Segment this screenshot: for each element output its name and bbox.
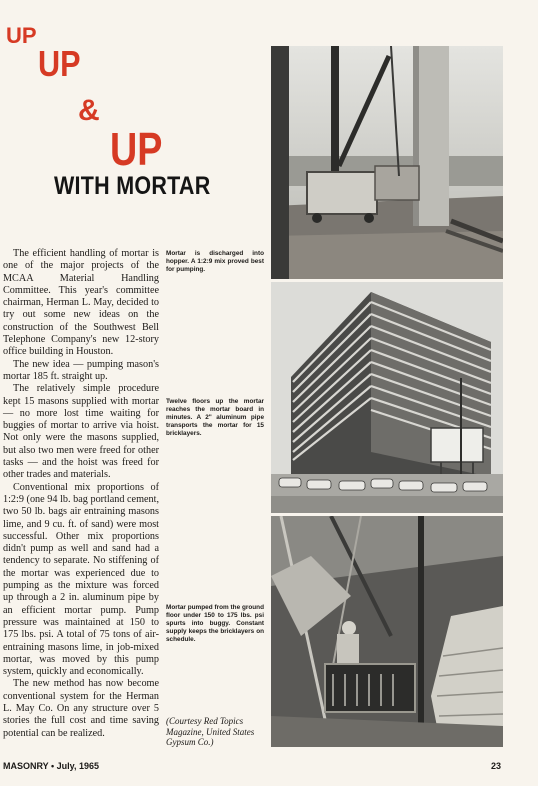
headline-up-3: UP — [110, 123, 163, 175]
headline-with-mortar: WITH MORTAR — [54, 172, 211, 200]
page-number: 23 — [491, 761, 502, 771]
photo-office-building — [271, 282, 503, 513]
photo-mortar-pump-image — [271, 516, 503, 747]
headline-ampersand: & — [78, 94, 100, 127]
photo-office-building-image — [271, 282, 503, 513]
footer-magazine-date: MASONRY • July, 1965 — [3, 761, 100, 771]
body-paragraph: The new idea — pumping mason's mortar 185 ft. straight up. — [3, 358, 159, 382]
body-paragraph: Conventional mix proportions of 1:2:9 (one 94 lb. bag portland cement, two 50 lb. bags air entraining masons lime, and 9 cu. ft. of sand) were most successful. Other mix proportions didn't pump as well and sand had a tendency to separate. No stiffening of the mortar was experienced due to pumping as the mixture was forced up through a 2 in. aluminum pipe by an efficient mortar pump. Pump pressure was maintained at 150 to 175 lbs. psi. A total of 75 tons of air-entraining masons lime, in job-mixed mortar, was moved by this pump system, quickly and economically. — [3, 481, 159, 678]
photo-mortar-hopper-image — [271, 46, 503, 279]
article-body — [3, 248, 159, 740]
caption-photo-3: Mortar pumped from the ground floor under 150 to 175 lbs. psi spurts into buggy. Constant supply keeps the bricklayers on schedule. — [166, 604, 264, 643]
caption-photo-2: Twelve floors up the mortar reaches the mortar board in minutes. A 2" aluminum pipe transports the mortar for 15 bricklayers. — [166, 398, 264, 437]
headline-up-1: UP — [6, 23, 37, 48]
headline-up-2: UP — [38, 43, 81, 84]
body-paragraph: The new method has now become conventional system for the Herman L. May Co. On any structure over 5 stories the full cost and time saving potential can be realized. — [3, 678, 159, 739]
body-paragraph: The efficient handling of mortar is one of the major projects of the MCAA Material Handling Committee. This year's committee chairman, Herman L. May, decided to try out some new ideas on the construction of the Southwest Bell Telephone Company's new 12-story office building in Houston. — [3, 248, 159, 358]
photo-mortar-hopper — [271, 46, 503, 279]
photo-mortar-pump — [271, 516, 503, 747]
body-paragraph: The relatively simple procedure kept 15 masons supplied with mortar — no more lost time waiting for buggies of mortar to arrive via hoist. Not only were the masons supplied, but also two men were freed for other tasks — and the hoist was freed for other trades and materials. — [3, 383, 159, 481]
caption-photo-1: Mortar is discharged into hopper. A 1:2:9 mix proved best for pumping. — [166, 250, 264, 273]
photo-credit: (Courtesy Red Topics Magazine, United States Gypsum Co.) — [166, 716, 255, 747]
